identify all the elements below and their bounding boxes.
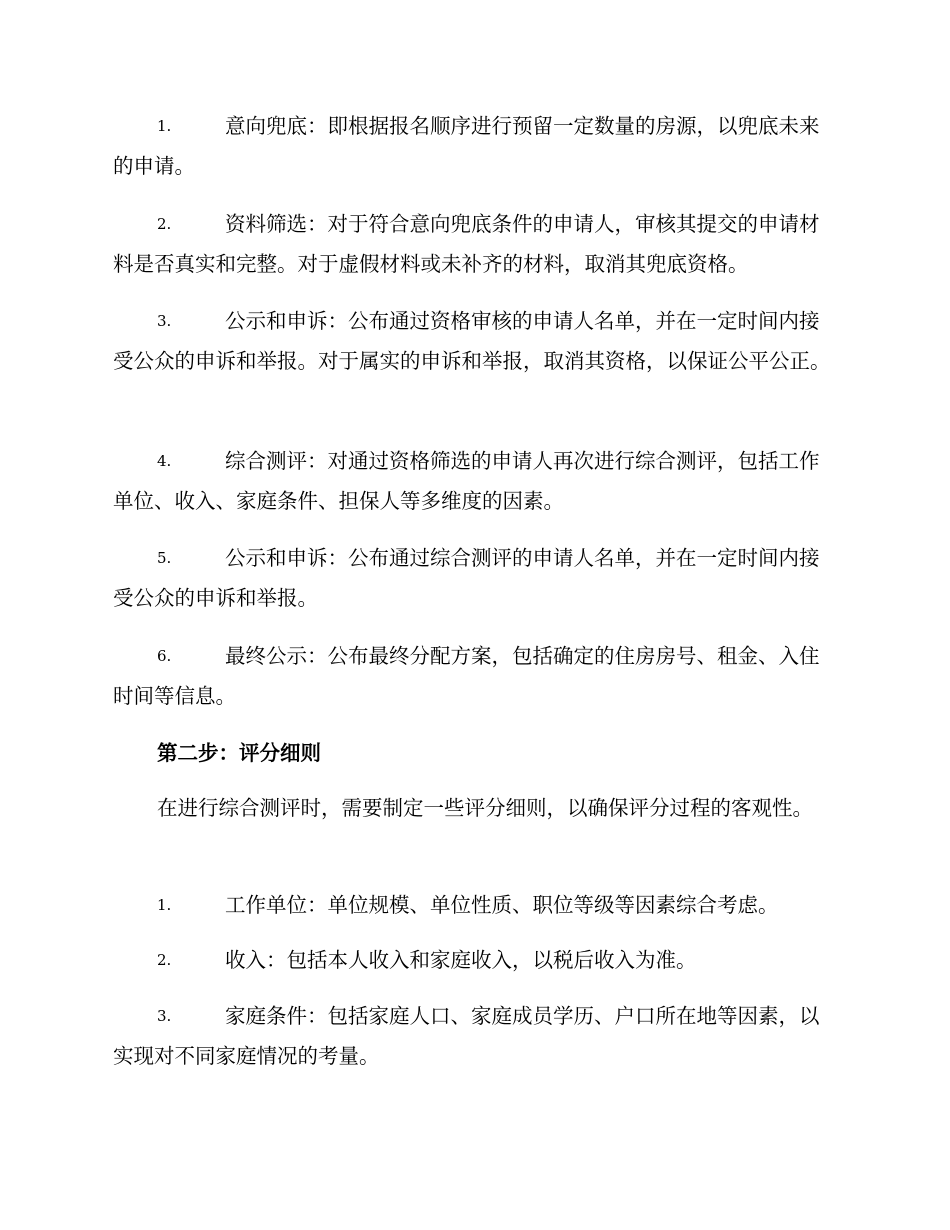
list-item: 综合测评：对通过资格筛选的申请人再次进行综合测评，包括工作单位、收入、家庭条件、担保人等多维度的因素。 bbox=[113, 449, 820, 513]
list-item: 意向兜底：即根据报名顺序进行预留一定数量的房源，以兜底未来的申请。 bbox=[113, 114, 820, 178]
list-item: 收入：包括本人收入和家庭收入，以税后收入为准。 bbox=[225, 948, 697, 972]
list-number: 1. bbox=[157, 117, 172, 135]
intro-paragraph: 在进行综合测评时，需要制定一些评分细则，以确保评分过程的客观性。 bbox=[157, 796, 813, 820]
list-number: 4. bbox=[157, 452, 172, 470]
list-item: 公示和申诉：公布通过综合测评的申请人名单，并在一定时间内接受公众的申诉和举报。 bbox=[113, 546, 820, 610]
list-number: 2. bbox=[157, 215, 172, 233]
list-number: 3. bbox=[157, 1007, 172, 1025]
list-item: 公示和申诉：公布通过资格审核的申请人名单，并在一定时间内接受公众的申诉和举报。对于属实的申诉和举报，取消其资格，以保证公平公正。 bbox=[113, 309, 831, 373]
list-number: 1. bbox=[157, 896, 172, 914]
list-number: 6. bbox=[157, 647, 172, 665]
list-item: 最终公示：公布最终分配方案，包括确定的住房房号、租金、入住时间等信息。 bbox=[113, 644, 820, 708]
section-heading: 第二步：评分细则 bbox=[157, 741, 321, 765]
list-number: 5. bbox=[157, 549, 172, 567]
list-number: 2. bbox=[157, 951, 172, 969]
list-number: 3. bbox=[157, 312, 172, 330]
list-item: 家庭条件：包括家庭人口、家庭成员学历、户口所在地等因素，以实现对不同家庭情况的考量。 bbox=[113, 1004, 820, 1068]
list-item: 工作单位：单位规模、单位性质、职位等级等因素综合考虑。 bbox=[225, 893, 779, 917]
list-item: 资料筛选：对于符合意向兜底条件的申请人，审核其提交的申请材料是否真实和完整。对于虚假材料或未补齐的材料，取消其兜底资格。 bbox=[113, 212, 820, 276]
